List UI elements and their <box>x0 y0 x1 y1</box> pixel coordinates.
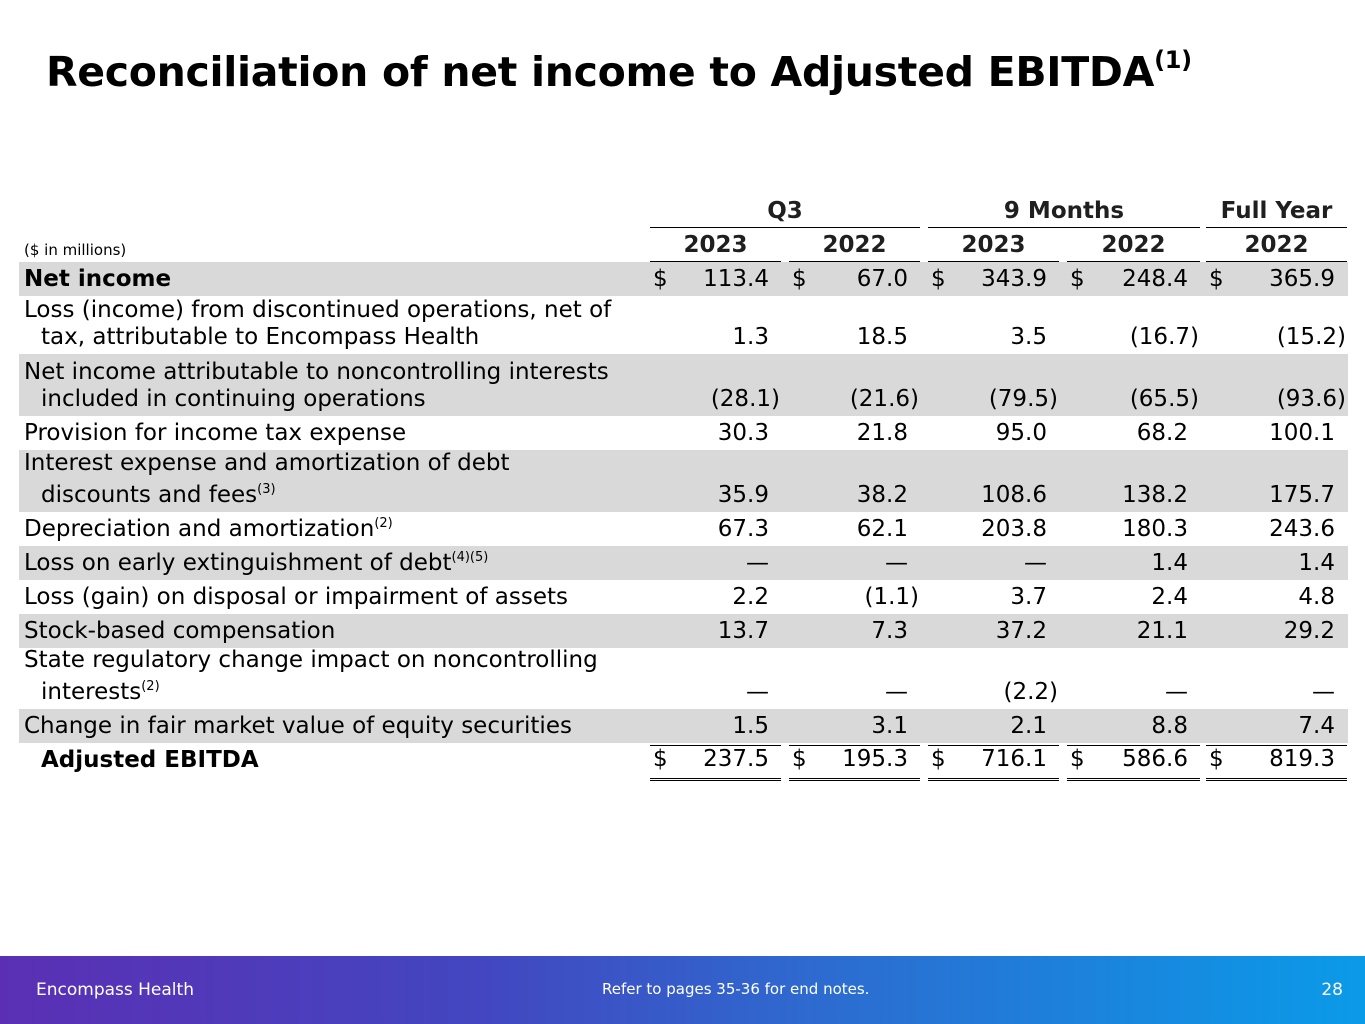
value-number: 108.6 <box>981 482 1047 508</box>
table-row <box>19 743 1348 777</box>
units-label: ($ in millions) <box>24 241 127 259</box>
value-number: 586.6 <box>1122 746 1188 772</box>
value-cell-q3-2022 <box>789 266 920 292</box>
value-number: 21.1 <box>1136 618 1188 644</box>
value-number: 18.5 <box>856 324 908 350</box>
row-label <box>24 359 609 412</box>
table-row <box>19 354 1348 416</box>
value-number: 113.4 <box>703 266 769 292</box>
value-number: — <box>885 679 908 705</box>
row-label-line1: Net income attributable to noncontrolling interests <box>24 359 609 385</box>
currency-symbol: $ <box>1209 266 1224 292</box>
value-number: 95.0 <box>995 420 1047 446</box>
row-label <box>24 266 171 293</box>
value-cell-fy-2022 <box>1206 679 1347 705</box>
year-header <box>19 228 1348 262</box>
value-number: 7.3 <box>871 618 908 644</box>
footer-bar <box>0 956 1365 1024</box>
value-number: 68.2 <box>1136 420 1188 446</box>
row-footnote: (2) <box>141 678 160 694</box>
currency-symbol: $ <box>653 746 668 772</box>
table-row <box>19 709 1348 743</box>
value-number: — <box>746 679 769 705</box>
page-number: 28 <box>1321 980 1343 1000</box>
value-cell-9m-2023 <box>928 324 1059 350</box>
value-number: 67.3 <box>717 516 769 542</box>
value-number: 38.2 <box>856 482 908 508</box>
year-fy-2022: 2022 <box>1206 230 1347 262</box>
value-number: 195.3 <box>842 746 908 772</box>
value-cell-fy-2022 <box>1206 713 1347 739</box>
currency-symbol: $ <box>1209 746 1224 772</box>
table-row <box>19 546 1348 580</box>
table-body <box>19 262 1348 777</box>
value-cell-9m-2022 <box>1067 713 1200 739</box>
value-number: 100.1 <box>1269 420 1335 446</box>
value-cell-9m-2022 <box>1067 745 1200 781</box>
value-number: 175.7 <box>1269 482 1335 508</box>
year-q3-2023: 2023 <box>650 230 781 262</box>
value-cell-q3-2022 <box>789 745 920 781</box>
value-number: — <box>1312 679 1335 705</box>
value-number: 365.9 <box>1269 266 1335 292</box>
currency-symbol: $ <box>931 266 946 292</box>
value-cell-q3-2023 <box>650 324 781 350</box>
reconciliation-table <box>19 195 1348 777</box>
row-label-line1: Change in fair market value of equity securities <box>24 712 572 739</box>
value-number: 8.8 <box>1151 713 1188 739</box>
value-cell-9m-2023 <box>928 420 1059 446</box>
value-cell-fy-2022 <box>1206 618 1347 644</box>
value-cell-9m-2023 <box>928 679 1059 705</box>
value-number: 37.2 <box>995 618 1047 644</box>
row-label <box>24 713 572 740</box>
title-footnote: (1) <box>1154 46 1192 74</box>
value-cell-9m-2022 <box>1067 550 1200 576</box>
footer-note: Refer to pages 35-36 for end notes. <box>602 980 870 998</box>
value-number: 1.3 <box>732 324 769 350</box>
value-cell-9m-2023 <box>928 266 1059 292</box>
row-footnote: (3) <box>257 481 276 497</box>
value-cell-9m-2022 <box>1067 420 1200 446</box>
currency-symbol: $ <box>1070 266 1085 292</box>
value-cell-9m-2023 <box>928 713 1059 739</box>
currency-symbol: $ <box>931 746 946 772</box>
value-cell-9m-2023 <box>928 386 1059 412</box>
value-number: — <box>1165 679 1188 705</box>
table-row <box>19 296 1348 354</box>
value-cell-q3-2022 <box>789 324 920 350</box>
value-cell-9m-2023 <box>928 618 1059 644</box>
value-cell-q3-2022 <box>789 516 920 542</box>
row-label-line1: Loss on early extinguishment of debt <box>24 549 452 576</box>
value-cell-9m-2022 <box>1067 679 1200 705</box>
value-number: 3.1 <box>871 713 908 739</box>
value-number: (93.6) <box>1276 386 1346 412</box>
value-cell-q3-2023 <box>650 516 781 542</box>
value-cell-fy-2022 <box>1206 482 1347 508</box>
group-full-year: Full Year <box>1206 196 1347 228</box>
value-number: 2.4 <box>1151 584 1188 610</box>
value-number: 203.8 <box>981 516 1047 542</box>
value-number: 3.7 <box>1010 584 1047 610</box>
value-number: (2.2) <box>1003 679 1058 705</box>
value-cell-q3-2023 <box>650 584 781 610</box>
currency-symbol: $ <box>653 266 668 292</box>
value-number: 248.4 <box>1122 266 1188 292</box>
value-number: 30.3 <box>717 420 769 446</box>
value-number: (21.6) <box>849 386 919 412</box>
row-label <box>24 450 509 508</box>
value-cell-q3-2023 <box>650 713 781 739</box>
value-cell-9m-2023 <box>928 550 1059 576</box>
value-cell-fy-2022 <box>1206 386 1347 412</box>
value-cell-9m-2022 <box>1067 584 1200 610</box>
row-footnote: (4)(5) <box>451 549 489 565</box>
page-title <box>46 46 1192 96</box>
value-cell-q3-2022 <box>789 584 920 610</box>
value-cell-fy-2022 <box>1206 516 1347 542</box>
page-title-text: Reconciliation of net income to Adjusted EBITDA <box>46 48 1155 96</box>
value-number: 62.1 <box>856 516 908 542</box>
group-q3: Q3 <box>650 196 920 228</box>
value-cell-q3-2023 <box>650 550 781 576</box>
row-label <box>24 584 568 611</box>
value-number: 2.2 <box>732 584 769 610</box>
value-cell-q3-2022 <box>789 550 920 576</box>
value-cell-9m-2022 <box>1067 266 1200 292</box>
value-cell-q3-2022 <box>789 386 920 412</box>
row-label <box>24 420 406 447</box>
currency-symbol: $ <box>1070 746 1085 772</box>
value-number: 4.8 <box>1298 584 1335 610</box>
value-number: 1.4 <box>1298 550 1335 576</box>
value-number: — <box>885 550 908 576</box>
value-number: 1.4 <box>1151 550 1188 576</box>
value-number: 343.9 <box>981 266 1047 292</box>
value-number: 7.4 <box>1298 713 1335 739</box>
row-label <box>24 747 259 774</box>
value-cell-q3-2022 <box>789 713 920 739</box>
value-number: 21.8 <box>856 420 908 446</box>
row-label-line1: Provision for income tax expense <box>24 419 407 446</box>
row-footnote: (2) <box>374 515 393 531</box>
row-label-line2: discounts and fees <box>41 481 258 508</box>
value-cell-q3-2023 <box>650 679 781 705</box>
value-cell-q3-2023 <box>650 745 781 781</box>
value-cell-q3-2023 <box>650 386 781 412</box>
currency-symbol: $ <box>792 266 807 292</box>
value-cell-q3-2022 <box>789 420 920 446</box>
value-cell-q3-2022 <box>789 679 920 705</box>
value-cell-fy-2022 <box>1206 420 1347 446</box>
value-cell-fy-2022 <box>1206 324 1347 350</box>
value-cell-q3-2023 <box>650 618 781 644</box>
row-label <box>24 647 598 705</box>
row-label <box>24 297 611 350</box>
row-label <box>24 618 335 645</box>
value-number: 2.1 <box>1010 713 1047 739</box>
row-label-line1: Interest expense and amortization of debt <box>24 450 510 476</box>
value-cell-9m-2022 <box>1067 386 1200 412</box>
value-cell-9m-2023 <box>928 516 1059 542</box>
row-label <box>24 545 488 577</box>
value-cell-fy-2022 <box>1206 584 1347 610</box>
year-q3-2022: 2022 <box>789 230 920 262</box>
value-number: 29.2 <box>1283 618 1335 644</box>
value-number: 3.5 <box>1010 324 1047 350</box>
row-label-line1: Loss (gain) on disposal or impairment of assets <box>24 583 568 610</box>
value-number: (1.1) <box>864 584 919 610</box>
row-label-line1: Depreciation and amortization <box>24 515 375 542</box>
column-group-header <box>19 195 1348 228</box>
value-number: 67.0 <box>856 266 908 292</box>
table-row <box>19 614 1348 648</box>
value-number: 716.1 <box>981 746 1047 772</box>
value-cell-q3-2023 <box>650 266 781 292</box>
value-number: 237.5 <box>703 746 769 772</box>
value-number: 35.9 <box>717 482 769 508</box>
group-9-months: 9 Months <box>928 196 1200 228</box>
value-number: 138.2 <box>1122 482 1188 508</box>
row-label-line2: tax, attributable to Encompass Health <box>41 323 480 350</box>
value-cell-9m-2022 <box>1067 324 1200 350</box>
row-label-line1: Loss (income) from discontinued operations, net of <box>24 297 612 323</box>
value-cell-9m-2023 <box>928 745 1059 781</box>
value-number: 180.3 <box>1122 516 1188 542</box>
row-label-line2: included in continuing operations <box>41 385 426 412</box>
value-number: 819.3 <box>1269 746 1335 772</box>
table-row <box>19 648 1348 709</box>
value-number: — <box>746 550 769 576</box>
row-label-line2: interests <box>41 678 142 705</box>
value-cell-q3-2022 <box>789 618 920 644</box>
table-row <box>19 450 1348 512</box>
value-number: 1.5 <box>732 713 769 739</box>
value-cell-9m-2022 <box>1067 516 1200 542</box>
row-label-line1: Stock-based compensation <box>24 617 336 644</box>
value-number: (28.1) <box>710 386 780 412</box>
value-cell-9m-2022 <box>1067 482 1200 508</box>
row-label-line1: Adjusted EBITDA <box>41 746 259 773</box>
row-label-line1: Net income <box>24 265 172 292</box>
footer-brand: Encompass Health <box>36 980 194 1000</box>
year-9m-2023: 2023 <box>928 230 1059 262</box>
value-number: (15.2) <box>1276 324 1346 350</box>
table-row <box>19 262 1348 296</box>
table-row <box>19 416 1348 450</box>
table-row <box>19 580 1348 614</box>
value-cell-fy-2022 <box>1206 550 1347 576</box>
value-cell-q3-2023 <box>650 420 781 446</box>
row-label-line1: State regulatory change impact on noncontrolling <box>24 647 598 673</box>
row-label <box>24 511 393 543</box>
value-cell-9m-2023 <box>928 482 1059 508</box>
value-number: 243.6 <box>1269 516 1335 542</box>
value-cell-fy-2022 <box>1206 266 1347 292</box>
value-number: (16.7) <box>1129 324 1199 350</box>
value-cell-q3-2022 <box>789 482 920 508</box>
value-number: 13.7 <box>717 618 769 644</box>
value-cell-fy-2022 <box>1206 745 1347 781</box>
value-number: (65.5) <box>1129 386 1199 412</box>
value-cell-9m-2023 <box>928 584 1059 610</box>
value-cell-q3-2023 <box>650 482 781 508</box>
value-number: (79.5) <box>988 386 1058 412</box>
table-row <box>19 512 1348 546</box>
value-number: — <box>1024 550 1047 576</box>
year-9m-2022: 2022 <box>1067 230 1200 262</box>
value-cell-9m-2022 <box>1067 618 1200 644</box>
currency-symbol: $ <box>792 746 807 772</box>
